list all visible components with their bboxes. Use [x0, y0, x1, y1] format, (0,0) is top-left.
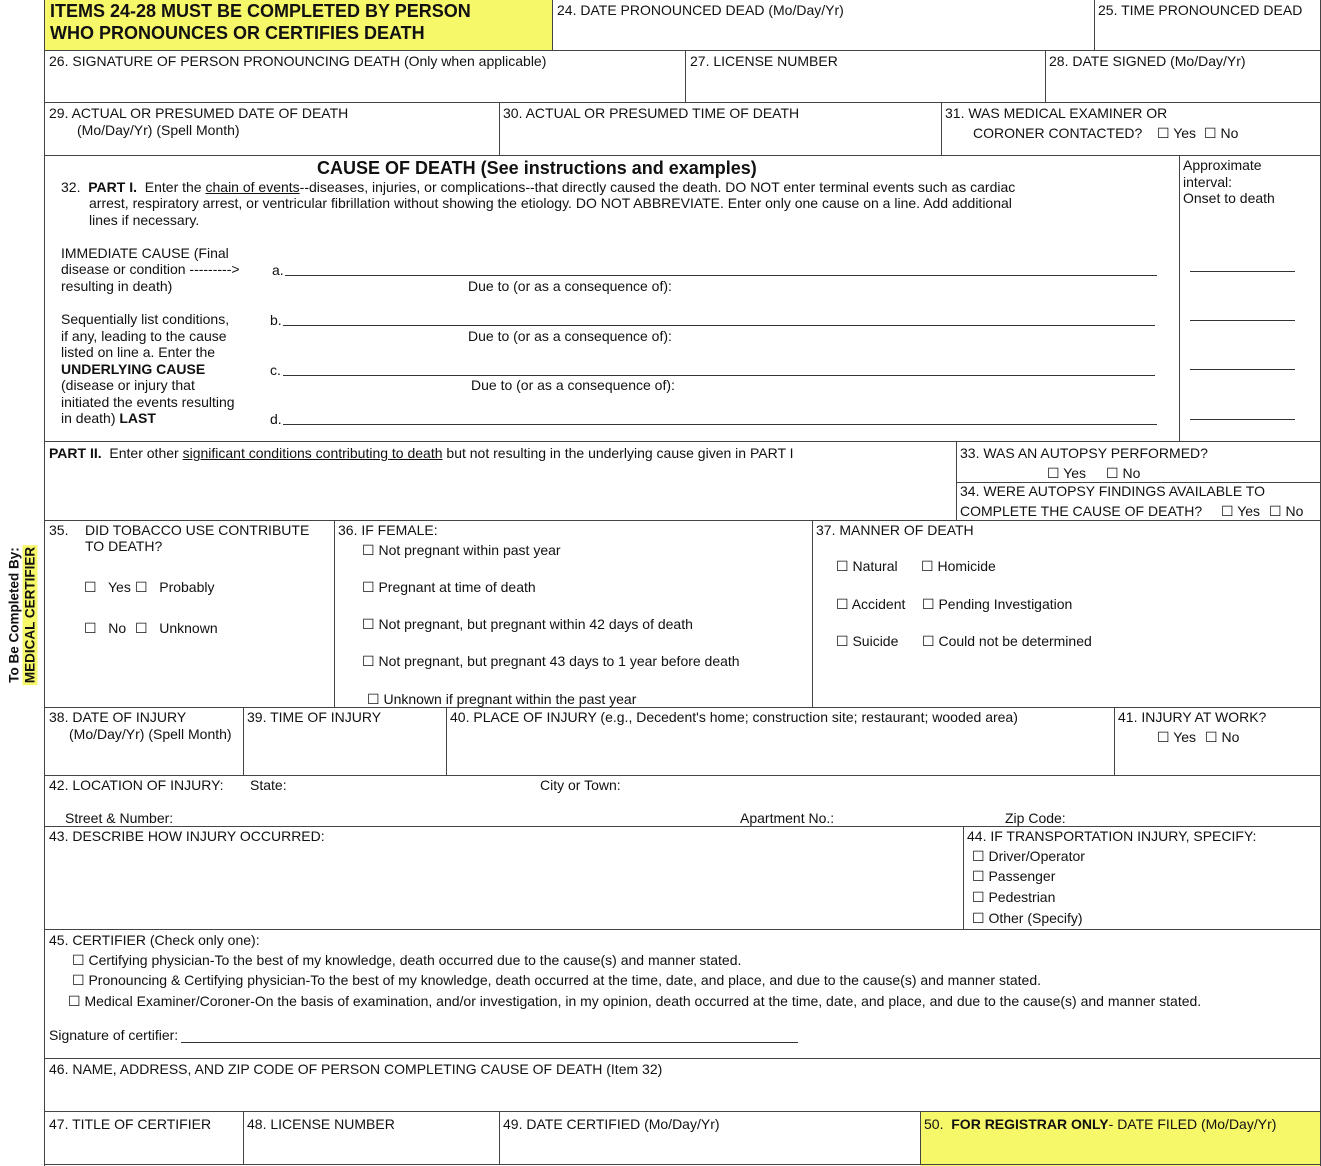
side-label [0, 540, 44, 690]
manner-homicide[interactable] [921, 558, 996, 575]
immediate-cause-3: resulting in death) [61, 278, 173, 294]
sequential-5: (disease or injury that [61, 377, 195, 393]
line-d-label: d. [270, 411, 282, 427]
option-label: No [1221, 729, 1240, 745]
option-label: No [108, 620, 127, 636]
field-42-label: 42. LOCATION OF INJURY: [49, 777, 224, 793]
immediate-cause-1: IMMEDIATE CAUSE (Final [61, 245, 229, 261]
option-label: Certifying physician-To the best of my knowledge, death occurred due to the cause(s) and manner stated. [88, 952, 742, 968]
line-b-label: b. [270, 312, 282, 328]
rule [44, 520, 1321, 521]
field-43-label: 43. DESCRIBE HOW INJURY OCCURRED: [49, 828, 325, 844]
registrar-only: FOR REGISTRAR ONLY [951, 1116, 1109, 1132]
field-33-label: 33. WAS AN AUTOPSY PERFORMED? [960, 445, 1208, 461]
rule [1094, 0, 1095, 50]
sequential-1: Sequentially list conditions, [61, 311, 230, 327]
me-contacted-yes[interactable] [1157, 125, 1196, 142]
chain-of-events: chain of events [205, 179, 300, 195]
empty-checkbox-icon: ☐ [84, 620, 97, 636]
field-36-label: 36. IF FEMALE: [338, 522, 438, 538]
empty-checkbox-icon: ☐ [972, 868, 985, 884]
option-label: Probably [159, 579, 215, 595]
certifier-option[interactable] [72, 972, 1041, 989]
findings-yes[interactable] [1221, 503, 1260, 520]
field-41-label: 41. INJURY AT WORK? [1118, 709, 1267, 725]
last-label: LAST [119, 410, 156, 426]
field-31-label: 31. WAS MEDICAL EXAMINER OR [945, 105, 1168, 121]
rule [243, 1111, 244, 1164]
option-label: Pregnant at time of death [378, 579, 536, 595]
part1-line1 [61, 179, 1015, 196]
manner-pending[interactable] [922, 596, 1072, 613]
rule [552, 50, 1321, 51]
empty-checkbox-icon: ☐ [836, 596, 849, 612]
option-label: Yes [107, 579, 131, 595]
option-label: Pedestrian [988, 889, 1056, 905]
rule [44, 775, 1321, 776]
tobacco-unknown[interactable] [135, 620, 218, 637]
cause-line-c[interactable] [283, 375, 1155, 376]
interval-line-b[interactable] [1190, 320, 1295, 321]
rule [44, 1164, 1321, 1165]
pregnancy-option[interactable] [362, 579, 536, 596]
pregnancy-option[interactable] [362, 653, 740, 670]
cause-line-b[interactable] [283, 325, 1155, 326]
field-46-label: 46. NAME, ADDRESS, AND ZIP CODE OF PERSON COMPLETING CAUSE OF DEATH (Item 32) [49, 1061, 663, 1077]
empty-checkbox-icon: ☐ [1106, 465, 1119, 481]
left-border [44, 0, 45, 1166]
empty-checkbox-icon: ☐ [972, 848, 985, 864]
rule [499, 1111, 500, 1164]
field-34-question: COMPLETE THE CAUSE OF DEATH? [960, 503, 1203, 519]
sequential-6: initiated the events resulting [61, 394, 235, 410]
option-label: Not pregnant within past year [378, 542, 561, 558]
due-to-a: Due to (or as a consequence of): [468, 278, 672, 294]
empty-checkbox-icon: ☐ [1157, 729, 1170, 745]
autopsy-yes[interactable] [1047, 465, 1086, 482]
rule [334, 520, 335, 707]
option-label: Medical Examiner/Coroner-On the basis of examination, and/or investigation, in my opinion, death occurred at the time, date, and place, and due to the cause(s) and manner stated. [84, 993, 1202, 1009]
item-number: 32. [61, 179, 81, 195]
option-label: Suicide [852, 633, 899, 649]
side-label-line1: To Be Completed By: [6, 547, 22, 683]
empty-checkbox-icon: ☐ [84, 579, 97, 595]
interval-line-a[interactable] [1190, 271, 1295, 272]
part2-text-a: Enter other [109, 445, 179, 461]
option-label: Homicide [937, 558, 996, 574]
transport-option[interactable] [972, 848, 1085, 865]
rule [44, 826, 1321, 827]
field-49-label: 49. DATE CERTIFIED (Mo/Day/Yr) [503, 1116, 720, 1132]
sequential-4: UNDERLYING CAUSE [61, 361, 206, 377]
rule [499, 102, 500, 155]
rule [1179, 155, 1180, 441]
manner-accident[interactable] [836, 596, 905, 613]
field-47-label: 47. TITLE OF CERTIFIER [49, 1116, 212, 1132]
cause-line-a[interactable] [285, 275, 1157, 276]
empty-checkbox-icon: ☐ [68, 993, 81, 1009]
sequential-2: if any, leading to the cause [61, 328, 227, 344]
items-title-line2: WHO PRONOUNCES OR CERTIFIES DEATH [50, 23, 425, 43]
field-38-format: (Mo/Day/Yr) (Spell Month) [69, 726, 232, 742]
option-label: Could not be determined [938, 633, 1092, 649]
rule [44, 441, 1321, 442]
rule [44, 929, 1321, 930]
option-label: Pending Investigation [938, 596, 1073, 612]
field-24-label: 24. DATE PRONOUNCED DEAD (Mo/Day/Yr) [557, 2, 844, 18]
rule [685, 50, 686, 102]
field-50-number: 50. [924, 1116, 944, 1132]
field-39-label: 39. TIME OF INJURY [247, 709, 382, 725]
empty-checkbox-icon: ☐ [135, 579, 148, 595]
option-label: No [1220, 125, 1239, 141]
option-label: Yes [1173, 729, 1197, 745]
line-a-label: a. [272, 262, 284, 278]
option-label: Unknown [159, 620, 218, 636]
rule [446, 707, 447, 775]
pregnancy-option[interactable] [362, 542, 561, 559]
option-label: Not pregnant, but pregnant 43 days to 1 year before death [378, 653, 740, 669]
option-label: No [1122, 465, 1141, 481]
signature-label: Signature of certifier: [49, 1027, 179, 1043]
city-label: City or Town: [540, 777, 621, 793]
part2-text-b: but not resulting in the underlying cause given in PART I [446, 445, 794, 461]
tobacco-no[interactable] [84, 620, 126, 637]
field-44-label: 44. IF TRANSPORTATION INJURY, SPECIFY: [967, 828, 1257, 844]
empty-checkbox-icon: ☐ [972, 910, 985, 926]
field-27-label: 27. LICENSE NUMBER [690, 53, 838, 69]
part2-label: PART II. [49, 445, 102, 461]
field-29-format: (Mo/Day/Yr) (Spell Month) [77, 122, 240, 138]
field-35-label-2: TO DEATH? [85, 538, 163, 554]
option-label: Yes [1237, 503, 1261, 519]
rule [1045, 50, 1046, 102]
certifier-option[interactable] [68, 993, 1201, 1010]
transport-option[interactable] [972, 889, 1055, 906]
empty-checkbox-icon: ☐ [972, 889, 985, 905]
pregnancy-option[interactable] [362, 616, 693, 633]
rule [44, 1111, 1321, 1112]
zip-label: Zip Code: [1005, 810, 1066, 826]
rule [44, 707, 1321, 708]
rule [812, 520, 813, 707]
due-to-b: Due to (or as a consequence of): [468, 328, 672, 344]
part1-line2: arrest, respiratory arrest, or ventricular fibrillation without showing the etiology. DO NOT ABBREVIATE. Enter only one cause on a line. Add additional [89, 195, 1012, 211]
sequential-3: listed on line a. Enter the [61, 344, 216, 360]
findings-no[interactable] [1269, 503, 1303, 520]
date-filed: - DATE FILED (Mo/Day/Yr) [1108, 1116, 1277, 1132]
due-to-c: Due to (or as a consequence of): [471, 377, 675, 393]
field-34-label: 34. WERE AUTOPSY FINDINGS AVAILABLE TO [960, 483, 1265, 499]
part1-label: PART I. [88, 179, 137, 195]
sequential-7 [61, 410, 156, 427]
rule [44, 1058, 1321, 1059]
option-label: Not pregnant, but pregnant within 42 days of death [378, 616, 693, 632]
field-29-label: 29. ACTUAL OR PRESUMED DATE OF DEATH [49, 105, 349, 121]
empty-checkbox-icon: ☐ [1269, 503, 1282, 519]
manner-natural[interactable] [836, 558, 898, 575]
cause-line-d[interactable] [283, 424, 1157, 425]
significant-conditions: significant conditions contributing to death [182, 445, 443, 461]
rule [920, 1111, 921, 1164]
rule [552, 0, 553, 50]
rule [44, 155, 1321, 156]
interval-line-c[interactable] [1190, 369, 1295, 370]
option-label: Driver/Operator [988, 848, 1085, 864]
empty-checkbox-icon: ☐ [72, 972, 85, 988]
rule [243, 707, 244, 775]
interval-label-1: Approximate [1183, 157, 1262, 173]
me-contacted-no[interactable] [1204, 125, 1238, 142]
empty-checkbox-icon: ☐ [922, 633, 935, 649]
items-title-line1: ITEMS 24-28 MUST BE COMPLETED BY PERSON [50, 1, 471, 21]
line-c-label: c. [270, 362, 281, 378]
part1-line3: lines if necessary. [89, 212, 200, 228]
empty-checkbox-icon: ☐ [367, 691, 380, 707]
empty-checkbox-icon: ☐ [921, 558, 934, 574]
option-label: Pronouncing & Certifying physician-To the best of my knowledge, death occurred at the time, date, and place, and due to the cause(s) and manner stated. [88, 972, 1042, 988]
part1-text: Enter the [144, 179, 202, 195]
transport-option[interactable] [972, 868, 1055, 885]
empty-checkbox-icon: ☐ [836, 558, 849, 574]
empty-checkbox-icon: ☐ [362, 579, 375, 595]
field-35-number: 35. [49, 522, 69, 538]
empty-checkbox-icon: ☐ [1204, 125, 1217, 141]
rule [44, 50, 552, 51]
transport-option[interactable] [972, 910, 1083, 927]
rule [1114, 707, 1115, 775]
field-25-label: 25. TIME PRONOUNCED DEAD [1098, 2, 1303, 18]
field-45-label: 45. CERTIFIER (Check only one): [49, 932, 260, 948]
rule [941, 102, 942, 155]
option-label: Natural [852, 558, 898, 574]
field-26-label: 26. SIGNATURE OF PERSON PRONOUNCING DEATH (Only when applicable) [49, 53, 547, 69]
certifier-option[interactable] [72, 952, 741, 969]
option-label: Other (Specify) [988, 910, 1083, 926]
field-28-label: 28. DATE SIGNED (Mo/Day/Yr) [1049, 53, 1246, 69]
tobacco-probably[interactable] [135, 579, 215, 596]
empty-checkbox-icon: ☐ [362, 542, 375, 558]
street-label: Street & Number: [65, 810, 174, 826]
apartment-label: Apartment No.: [740, 810, 835, 826]
cause-of-death-title: CAUSE OF DEATH (See instructions and examples) [317, 158, 757, 178]
empty-checkbox-icon: ☐ [836, 633, 849, 649]
part1-text: --diseases, injuries, or complications--that directly caused the death. DO NOT enter terminal events such as cardiac [299, 179, 1016, 195]
option-label: Yes [1173, 125, 1197, 141]
sequential-7-text: in death) [61, 410, 116, 426]
side-label-line2: MEDICAL CERTIFIER [22, 546, 37, 684]
state-label: State: [250, 777, 287, 793]
field-38-label: 38. DATE OF INJURY [49, 709, 187, 725]
empty-checkbox-icon: ☐ [922, 596, 935, 612]
immediate-cause-2: disease or condition ---------> [61, 261, 240, 277]
option-label: Accident [851, 596, 906, 612]
injury-work-yes[interactable] [1157, 729, 1196, 746]
manner-suicide[interactable] [836, 633, 898, 650]
interval-line-d[interactable] [1190, 419, 1295, 420]
manner-undetermined[interactable] [922, 633, 1092, 650]
field-35-label: DID TOBACCO USE CONTRIBUTE [85, 522, 310, 538]
empty-checkbox-icon: ☐ [1157, 125, 1170, 141]
empty-checkbox-icon: ☐ [72, 952, 85, 968]
interval-label-2: interval: [1183, 174, 1233, 190]
empty-checkbox-icon: ☐ [362, 616, 375, 632]
field-31-question: CORONER CONTACTED? [973, 125, 1143, 141]
field-48-label: 48. LICENSE NUMBER [247, 1116, 395, 1132]
option-label: Yes [1063, 465, 1087, 481]
signature-line[interactable] [181, 1042, 798, 1043]
rule [963, 826, 964, 929]
field-40-label: 40. PLACE OF INJURY (e.g., Decedent's home; construction site; restaurant; wooded area) [450, 709, 1018, 725]
tobacco-yes[interactable] [84, 579, 131, 596]
part2-text [49, 445, 794, 462]
injury-work-no[interactable] [1205, 729, 1239, 746]
option-label: No [1285, 503, 1304, 519]
empty-checkbox-icon: ☐ [1047, 465, 1060, 481]
interval-label-3: Onset to death [1183, 190, 1275, 206]
field-50-label [924, 1116, 1276, 1133]
rule [44, 102, 1321, 103]
rule [956, 441, 957, 520]
autopsy-no[interactable] [1106, 465, 1140, 482]
empty-checkbox-icon: ☐ [1205, 729, 1218, 745]
field-30-label: 30. ACTUAL OR PRESUMED TIME OF DEATH [503, 105, 800, 121]
empty-checkbox-icon: ☐ [1221, 503, 1234, 519]
field-37-label: 37. MANNER OF DEATH [816, 522, 974, 538]
option-label: Passenger [988, 868, 1056, 884]
pregnancy-option[interactable] [367, 691, 636, 708]
option-label: Unknown if pregnant within the past year [383, 691, 637, 707]
empty-checkbox-icon: ☐ [135, 620, 148, 636]
empty-checkbox-icon: ☐ [362, 653, 375, 669]
